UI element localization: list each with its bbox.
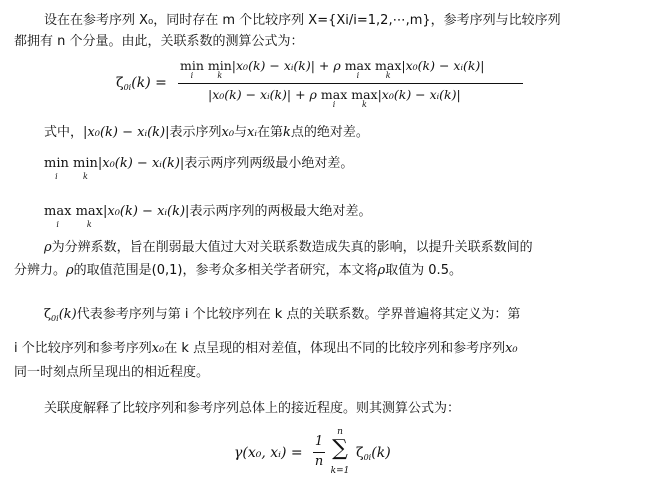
definition-min-difference [44,155,354,181]
max-index-i: i [56,220,59,229]
max-label: max [320,87,348,102]
formula2-frac-den: n [314,454,324,469]
rho-line2-b: 的取值范围是(0,1)，参考众多相关学者研究，本文将 [73,263,378,278]
rho-line2-c: 取值为 0.5。 [385,263,462,278]
def1-k: k [283,125,291,140]
def1-prefix: 式中， [44,125,84,140]
x0-symbol: x₀ [151,341,165,356]
zeta-line2-a: i 个比较序列和参考序列 [14,341,152,356]
def2-expression: |x₀(k) − xᵢ(k)| [97,156,185,171]
max-index-k: k [385,71,391,80]
def3-text: 表示两序列的两极最大绝对差。 [189,204,372,219]
def1-and: 与 [234,125,248,140]
para-last: 关联度解释了比较序列和参考序列总体上的接近程度。则其测算公式为： [44,401,461,416]
zeta-line2-b: 在 k 点呈现的相对差值，体现出不同的比较序列和参考序列 [164,341,506,356]
definition-max-difference [44,203,372,229]
zeta-arg: (k) [371,445,391,461]
max-index-k: k [361,100,367,109]
denominator-term: |x₀(k) − xᵢ(k)| + ρ [208,87,317,102]
max-i-operator [320,87,348,109]
def1-xi: xᵢ [247,125,257,140]
rho-symbol: ρ [44,240,52,255]
definition-absolute-difference [44,124,369,142]
min-i-operator [44,155,69,181]
para1-line2: 都拥有 n 个分量。由此，关联系数的测算公式为： [14,34,304,49]
def3-expression: |x₀(k) − xᵢ(k)| [102,204,190,219]
zeta-symbol: ζ [44,307,52,322]
max-index-i: i [332,100,336,109]
zeta-para-line3: 同一时刻点所呈现出的相近程度。 [14,365,210,380]
def1-suffix: 点的绝对差。 [290,125,369,140]
formula1-numerator [180,58,485,80]
max-label: max [75,204,103,219]
max-index-i: i [356,71,360,80]
x0-symbol: x₀ [505,341,518,356]
zeta-para-line2 [14,340,518,358]
sum-lower-limit: k=1 [330,466,350,476]
formula1-denominator [208,87,461,109]
numerator-term: |x₀(k) − xᵢ(k)| + ρ [231,58,341,73]
zeta-subscript: 0i [363,453,372,462]
max-i-operator [44,203,72,229]
numerator-term-2: |x₀(k) − xᵢ(k)| [401,58,485,73]
min-k-operator [207,58,232,80]
formula2-frac-num: 1 [314,434,324,449]
max-label: max [375,58,402,73]
zeta-arg: (k) [58,307,77,322]
def2-text: 表示两序列两级最小绝对差。 [184,156,354,171]
zeta-subscript: 0i [51,314,59,323]
max-label: max [344,58,372,73]
zeta-term [44,307,77,322]
max-label: max [351,87,378,102]
max-k-operator [375,58,402,80]
def1-expression: |x₀(k) − xᵢ(k)| [83,125,170,140]
rho-line2-a: 分辨力。 [14,263,67,278]
def1-x0: x₀ [221,125,235,140]
zeta-subscript: 0i [123,83,132,92]
max-k-operator [351,87,378,109]
min-label: min [207,58,232,73]
min-i-operator [180,58,204,80]
sum-upper-limit: n [337,427,343,437]
zeta-para-line1 [44,306,520,328]
min-label: min [180,58,204,73]
max-label: max [44,204,72,219]
formula2-lhs: γ(x₀, xᵢ) = [234,445,303,461]
rho-symbol: ρ [377,263,386,278]
formula-correlation-coefficient [116,58,536,110]
fraction-bar [178,83,523,84]
formula1-lhs-arg: (k) = [131,75,167,91]
rho-symbol: ρ [66,263,74,278]
def1-mid: 表示序列 [169,125,222,140]
denominator-term-2: |x₀(k) − xᵢ(k)| [377,87,461,102]
sum-symbol: ∑ [332,436,348,461]
min-index-i: i [190,71,194,80]
rho-para-line2 [14,262,462,280]
min-k-operator [73,155,98,181]
max-i-operator [344,58,372,80]
formula2-frac-bar [313,452,325,453]
rho-para-line1 [44,239,533,257]
max-k-operator [75,203,103,229]
min-index-i: i [55,172,58,181]
para1-line1: 设在在参考序列 X₀，同时存在 m 个比较序列 X={Xi/i=1,2,⋯,m}，参考序列与比较序列 [44,13,561,28]
formula1-fraction [178,58,523,110]
formula2-zeta-term [356,445,391,462]
rho-line1-text: 为分辨系数，旨在削弱最大值过大对关联系数造成失真的影响，以提升关联系数间的 [51,240,533,255]
zeta-symbol: ζ [116,75,124,91]
def1-at: 在第 [257,125,284,140]
min-index-k: k [217,71,223,80]
formula1-lhs [116,75,167,92]
min-label: min [44,156,69,171]
min-label: min [73,156,98,171]
formula-correlation-degree [234,428,414,484]
zeta-symbol: ζ [356,445,364,461]
min-index-k: k [82,172,88,181]
zeta-line1-text: 代表参考序列与第 i 个比较序列在 k 点的关联系数。学界普遍将其定义为：第 [76,307,521,322]
max-index-k: k [86,220,92,229]
